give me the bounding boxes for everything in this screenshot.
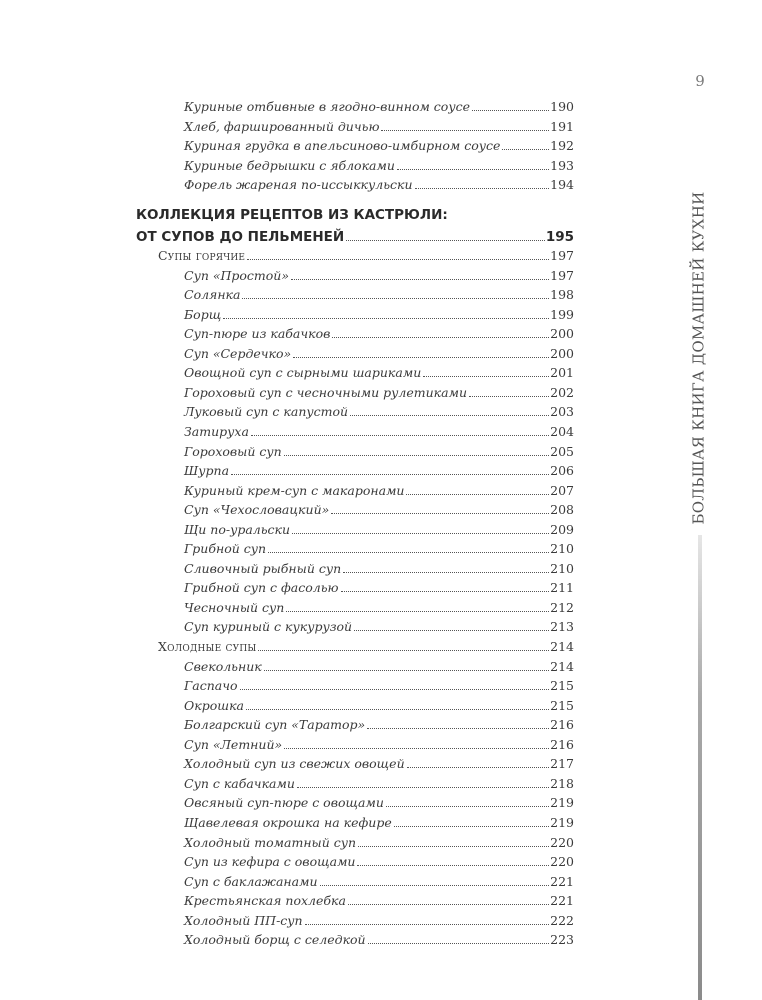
toc-entry xyxy=(184,557,574,577)
entry-title: Щи по-уральски xyxy=(184,521,291,537)
entry-title: Суп из кефира с овощами xyxy=(184,854,356,870)
entry-title: ОТ СУПОВ ДО ПЕЛЬМЕНЕЙ xyxy=(136,229,345,245)
entry-page-number: 197 xyxy=(550,248,574,263)
toc-entry xyxy=(184,694,574,714)
entry-page-number: 191 xyxy=(550,118,574,134)
entry-title: Холодные супы xyxy=(158,639,257,654)
toc-entry xyxy=(184,655,574,675)
toc-entry xyxy=(184,791,574,811)
entry-title: Холодный томатный суп xyxy=(184,834,357,850)
dot-leader xyxy=(502,149,549,150)
entry-page-number: 206 xyxy=(550,463,574,479)
toc-entry xyxy=(184,870,574,890)
entry-page-number: 209 xyxy=(550,521,574,537)
entry-title: Борщ xyxy=(184,306,222,322)
dot-leader xyxy=(291,279,549,280)
toc-entry xyxy=(184,459,574,479)
side-decorative-bar xyxy=(698,535,702,1000)
toc-entry xyxy=(184,928,574,948)
entry-page-number: 200 xyxy=(550,345,574,361)
dot-leader xyxy=(284,455,549,456)
toc-entry xyxy=(184,400,574,420)
entry-title: Щавелевая окрошка на кефире xyxy=(184,814,392,830)
toc-entry xyxy=(184,850,574,870)
toc-entry xyxy=(184,173,574,193)
entry-page-number: 202 xyxy=(550,384,574,400)
entry-page-number: 216 xyxy=(550,736,574,752)
entry-page-number: 207 xyxy=(550,482,574,498)
entry-title: Солянка xyxy=(184,287,241,303)
entry-title: Грибной суп xyxy=(184,541,267,557)
running-title-text: БОЛЬШАЯ КНИГА ДОМАШНЕЙ КУХНИ xyxy=(690,191,708,525)
entry-title: Суп «Сердечко» xyxy=(184,345,292,361)
entry-page-number: 215 xyxy=(550,697,574,713)
dot-leader xyxy=(293,357,549,358)
entry-title: Куриные бедрышки с яблоками xyxy=(184,157,395,173)
toc-entry xyxy=(184,772,574,792)
entry-page-number: 199 xyxy=(550,306,574,322)
entry-page-number: 215 xyxy=(550,678,574,694)
entry-title: Затируха xyxy=(184,423,249,439)
dot-leader xyxy=(242,298,549,299)
entry-page-number: 204 xyxy=(550,423,574,439)
entry-title: Суп «Летний» xyxy=(184,736,283,752)
entry-page-number: 201 xyxy=(550,365,574,381)
toc-entry xyxy=(184,420,574,440)
dot-leader xyxy=(343,572,549,573)
entry-title: Холодный суп из свежих овощей xyxy=(184,756,405,772)
entry-title: Грибной суп с фасолью xyxy=(184,580,339,596)
entry-page-number: 222 xyxy=(550,912,574,928)
entry-page-number: 208 xyxy=(550,502,574,518)
dot-leader xyxy=(297,787,549,788)
subsection-entry xyxy=(158,244,574,264)
toc-entry xyxy=(184,713,574,733)
entry-title: Окрошка xyxy=(184,697,244,713)
toc-entry xyxy=(184,518,574,538)
dot-leader xyxy=(472,110,549,111)
section-title-line1: КОЛЛЕКЦИЯ РЕЦЕПТОВ ИЗ КАСТРЮЛИ: xyxy=(136,207,448,223)
entry-page-number: 203 xyxy=(550,404,574,420)
entry-page-number: 221 xyxy=(550,893,574,909)
entry-title: Свекольник xyxy=(184,658,262,674)
entry-title: Овсяный суп-пюре с овощами xyxy=(184,795,384,811)
dot-leader xyxy=(286,611,549,612)
toc-entry xyxy=(184,498,574,518)
entry-page-number: 219 xyxy=(550,795,574,811)
dot-leader xyxy=(381,130,549,131)
toc-entry xyxy=(184,537,574,557)
entry-page-number: 220 xyxy=(550,834,574,850)
entry-page-number: 212 xyxy=(550,599,574,615)
entry-page-number: 219 xyxy=(550,814,574,830)
dot-leader xyxy=(407,767,550,768)
dot-leader xyxy=(251,435,549,436)
toc-entry xyxy=(184,95,574,115)
dot-leader xyxy=(320,885,550,886)
dot-leader xyxy=(223,318,549,319)
entry-title: Холодный ПП-суп xyxy=(184,912,303,928)
toc-entry xyxy=(184,733,574,753)
dot-leader xyxy=(367,728,549,729)
toc-entry xyxy=(184,134,574,154)
dot-leader xyxy=(346,240,545,241)
dot-leader xyxy=(246,709,549,710)
entry-page-number: 213 xyxy=(550,619,574,635)
entry-page-number: 197 xyxy=(550,267,574,283)
entry-title: Чесночный суп xyxy=(184,599,285,615)
entry-title: Луковый суп с капустой xyxy=(184,404,349,420)
dot-leader xyxy=(247,259,549,260)
toc-entry xyxy=(184,322,574,342)
running-title xyxy=(677,193,721,523)
entry-title: Куриный крем-суп с макаронами xyxy=(184,482,405,498)
subsection-entry xyxy=(158,635,574,655)
entry-title: Сливочный рыбный суп xyxy=(184,560,342,576)
toc-entry xyxy=(184,342,574,362)
dot-leader xyxy=(331,513,549,514)
entry-page-number: 217 xyxy=(550,756,574,772)
dot-leader xyxy=(354,630,549,631)
entry-title: Болгарский суп «Таратор» xyxy=(184,717,366,733)
dot-leader xyxy=(415,188,550,189)
entry-page-number: 223 xyxy=(550,932,574,948)
dot-leader xyxy=(469,396,549,397)
entry-page-number: 211 xyxy=(550,580,574,596)
entry-title: Суп с кабачками xyxy=(184,775,295,791)
toc-entry xyxy=(184,811,574,831)
entry-title: Овощной суп с сырными шариками xyxy=(184,365,422,381)
entry-page-number: 216 xyxy=(550,717,574,733)
entry-title: Суп с баклажанами xyxy=(184,873,318,889)
entry-page-number: 221 xyxy=(550,873,574,889)
toc-entry xyxy=(184,154,574,174)
entry-title: Гороховый суп с чесночными рулетиками xyxy=(184,384,467,400)
dot-leader xyxy=(332,337,549,338)
page-number: 9 xyxy=(695,72,705,90)
entry-page-number: 192 xyxy=(550,138,574,154)
dot-leader xyxy=(386,806,549,807)
toc-entry xyxy=(184,361,574,381)
entry-page-number: 214 xyxy=(550,639,574,654)
entry-page-number: 195 xyxy=(545,229,574,245)
entry-title: Холодный борщ с селедкой xyxy=(184,932,366,948)
entry-page-number: 214 xyxy=(550,658,574,674)
dot-leader xyxy=(292,533,549,534)
entry-page-number: 198 xyxy=(550,287,574,303)
dot-leader xyxy=(406,494,549,495)
entry-page-number: 210 xyxy=(550,560,574,576)
entry-title: Куриная грудка в апельсиново-имбирном соусе xyxy=(184,138,501,154)
entry-title: Хлеб, фаршированный дичью xyxy=(184,118,380,134)
toc-entry xyxy=(184,283,574,303)
dot-leader xyxy=(348,904,549,905)
dot-leader xyxy=(268,552,549,553)
dot-leader xyxy=(240,689,550,690)
dot-leader xyxy=(423,376,549,377)
toc-entry xyxy=(184,889,574,909)
toc-entry xyxy=(184,909,574,929)
dot-leader xyxy=(350,415,549,416)
entry-title: Крестьянская похлебка xyxy=(184,893,346,909)
toc-entry xyxy=(184,831,574,851)
toc-entry xyxy=(184,674,574,694)
entry-title: Гаспачо xyxy=(184,678,238,694)
entry-title: Супы горячие xyxy=(158,248,246,263)
entry-page-number: 205 xyxy=(550,443,574,459)
dot-leader xyxy=(231,474,549,475)
dot-leader xyxy=(368,943,550,944)
toc-entry xyxy=(184,381,574,401)
entry-title: Шурпа xyxy=(184,463,230,479)
section-entry xyxy=(136,225,574,245)
toc-entry xyxy=(184,115,574,135)
entry-title: Суп куриный с кукурузой xyxy=(184,619,353,635)
dot-leader xyxy=(397,169,549,170)
toc-entry xyxy=(184,752,574,772)
toc-entry xyxy=(184,615,574,635)
entry-page-number: 218 xyxy=(550,775,574,791)
entry-page-number: 200 xyxy=(550,326,574,342)
dot-leader xyxy=(358,846,549,847)
entry-title: Суп-пюре из кабачков xyxy=(184,326,331,342)
entry-title: Куриные отбивные в ягодно-винном соусе xyxy=(184,99,470,114)
dot-leader xyxy=(394,826,549,827)
toc-entry xyxy=(184,303,574,323)
entry-page-number: 190 xyxy=(550,99,574,114)
entry-title: Суп «Чехословацкий» xyxy=(184,502,330,518)
entry-title: Гороховый суп xyxy=(184,443,282,459)
dot-leader xyxy=(258,650,549,651)
dot-leader xyxy=(284,748,549,749)
toc-entry xyxy=(184,576,574,596)
entry-page-number: 210 xyxy=(550,541,574,557)
entry-title: Суп «Простой» xyxy=(184,267,289,283)
toc-entry xyxy=(184,440,574,460)
entry-page-number: 193 xyxy=(550,157,574,173)
toc-entry xyxy=(184,479,574,499)
entry-page-number: 220 xyxy=(550,854,574,870)
toc-entry xyxy=(184,264,574,284)
toc-entry xyxy=(184,596,574,616)
entry-title: Форель жареная по-иссыккульски xyxy=(184,177,413,193)
dot-leader xyxy=(305,924,550,925)
dot-leader xyxy=(264,670,549,671)
dot-leader xyxy=(357,865,549,866)
entry-page-number: 194 xyxy=(550,177,574,193)
dot-leader xyxy=(341,591,550,592)
